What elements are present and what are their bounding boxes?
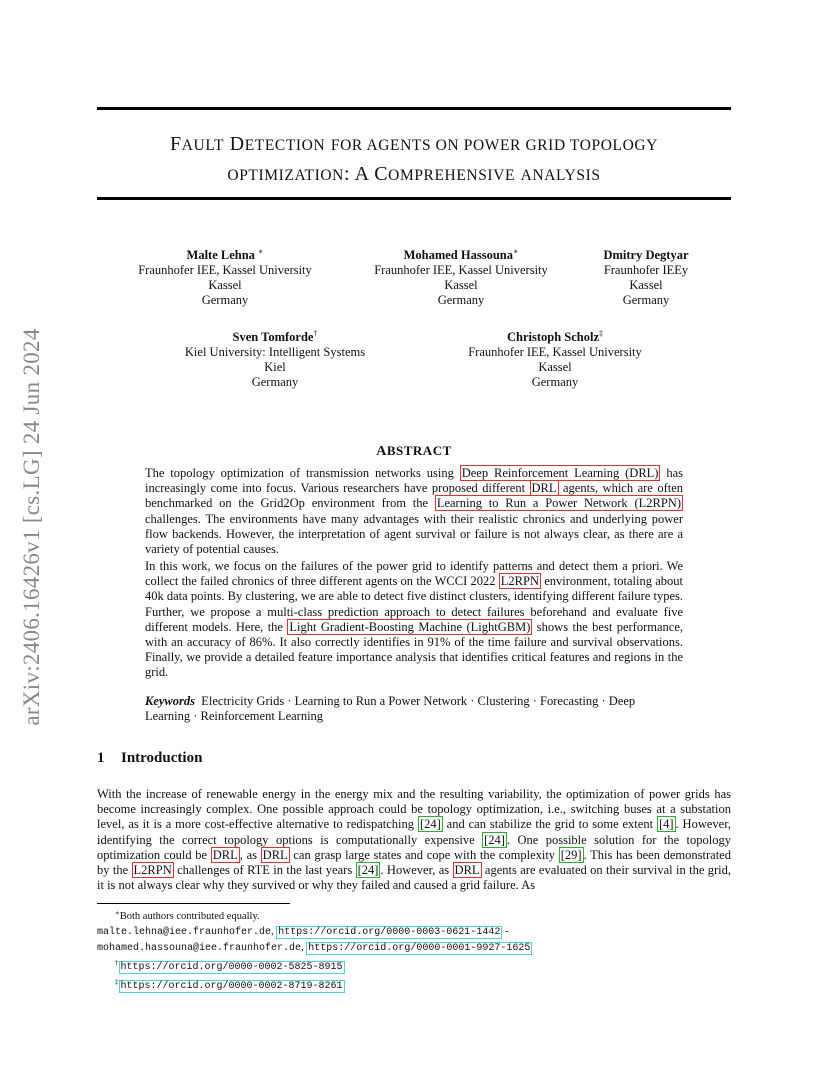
orcid-link[interactable]: https://orcid.org/0000-0002-8719-8261	[120, 981, 343, 992]
link-l2rpn[interactable]: Learning to Run a Power Network (L2RPN)	[436, 496, 681, 511]
keywords: Keywords Electricity Grids · Learning to Run a Power Network · Clustering · Forecasting · Deep Learning · Reinforcement Learning	[145, 694, 636, 723]
orcid-link[interactable]: https://orcid.org/0000-0002-5825-8915	[120, 962, 343, 973]
intro-paragraph: With the increase of renewable energy in the energy mix and the resulting variability, the optimization of power grids has become increasingly complex. One possible approach could be topology optimization, i.e., switching buses at a substation level, as it is a more cost-effective alternative to redispatching [24] and can stabilize the grid to some extent [4] . However, identifying the correct topology options is computationally expensive [24] . One possible solution for the topology optimization could be DRL , as DRL can grasp large states and cope with the complexity [29] . This has been demonstrated by the L2RPN challenges of RTE in the last years [24] . However, as DRL agents are evaluated on their survival in the grid, it is not always clear why they survived or why they failed and caused a grid failure. As	[97, 787, 732, 893]
paper-title	[97, 130, 731, 190]
link-l2rpn[interactable]: L2RPN	[133, 863, 172, 878]
footnote-1-contact-2: mohamed.hassouna@iee.fraunhofer.de, https://orcid.org/0000-0001-9927-1625	[97, 942, 531, 954]
section-heading: 1 Introduction	[97, 750, 203, 766]
author-block: Malte Lehna ∗ Fraunhofer IEE, Kassel University Kassel Germany	[138, 247, 312, 307]
link-l2rpn[interactable]: L2RPN	[500, 574, 539, 589]
citation-link[interactable]: [4]	[658, 817, 674, 832]
arxiv-identifier: arXiv:2406.16426v1 [cs.LG] 24 Jun 2024	[19, 328, 44, 726]
footnote-rule	[97, 903, 290, 904]
arxiv-sidebar	[17, 297, 47, 757]
title-line-2: OPTIMIZATION: A COMPREHENSIVE ANALYSIS	[227, 163, 601, 185]
title-bottom-rule	[97, 197, 731, 200]
orcid-link[interactable]: https://orcid.org/0000-0003-0621-1442	[278, 927, 501, 938]
link-drl[interactable]: Deep Reinforcement Learning (DRL)	[461, 466, 659, 480]
footnotes	[97, 906, 731, 994]
keywords-label: Keywords	[145, 694, 195, 708]
author-block: Christoph Scholz‡ Fraunhofer IEE, Kassel University Kassel Germany	[468, 329, 642, 389]
title-line-1: FAULT DETECTION FOR AGENTS ON POWER GRID TOPOLOGY	[170, 133, 658, 155]
author-block: Dmitry Degtyar Fraunhofer IEEy Kassel Germany	[603, 248, 689, 307]
abstract-paragraph-1: The topology optimization of transmission networks using Deep Reinforcement Learning (DRL) has increasingly come into focus. Various researchers have proposed different DRL agents, which are often benchmarked on the Grid2Op environment from the Learning to Run a Power Network (L2RPN) challenges. The environments have many advantages with their realistic chronics and underlying power flow backends. However, the interpretation of agent survival or failure is not always clear, as there are a variety of potential causes.	[145, 466, 683, 557]
author-block: Sven Tomforde† Kiel University: Intelligent Systems Kiel Germany	[184, 329, 366, 389]
footnote-1-contact: malte.lehna@iee.fraunhofer.de, https://orcid.org/0000-0003-0621-1442 -	[97, 926, 509, 938]
footnote-2: † https://orcid.org/0000-0002-5825-8915	[115, 959, 343, 973]
link-drl[interactable]: DRL	[531, 481, 557, 496]
orcid-link[interactable]: https://orcid.org/0000-0001-9927-1625	[308, 943, 531, 954]
link-drl[interactable]: DRL	[262, 847, 288, 862]
citation-link[interactable]: [29]	[560, 847, 582, 862]
link-drl[interactable]: DRL	[212, 847, 238, 862]
citation-link[interactable]: [24]	[357, 863, 379, 878]
link-lightgbm[interactable]: Light Gradient-Boosting Machine (LightGBM)	[289, 619, 531, 634]
author-block: Mohamed Hassouna∗ Fraunhofer IEE, Kassel University Kassel Germany	[374, 247, 548, 307]
citation-link[interactable]: [24]	[419, 817, 441, 832]
citation-link[interactable]: [24]	[484, 832, 505, 847]
title-top-rule	[97, 107, 731, 110]
abstract-heading: ABSTRACT	[376, 443, 452, 459]
link-drl[interactable]: DRL	[454, 863, 480, 878]
footnote-3: ‡ https://orcid.org/0000-0002-8719-8261	[115, 978, 343, 992]
abstract-paragraph-2: In this work, we focus on the failures of the power grid to identify patterns and detect them a priori. We collect the failed chronics of three different agents on the WCCI 2022 L2RPN environment, totaling about 40k data points. By clustering, we are able to detect five distinct clusters, identifying different failure types. Further, we propose a multi-class prediction approach to detect failures beforehand and evaluate five different models. Here, the Light Gradient-Boosting Machine (LightGBM) shows the best performance, with an accuracy of 86%. It also correctly identifies in 91% of the time failure and survival observations. Finally, we provide a detailed feature importance analysis that identifies critical features and regions in the grid.	[145, 559, 683, 680]
footnote-1: ∗Both authors contributed equally.	[115, 909, 260, 922]
